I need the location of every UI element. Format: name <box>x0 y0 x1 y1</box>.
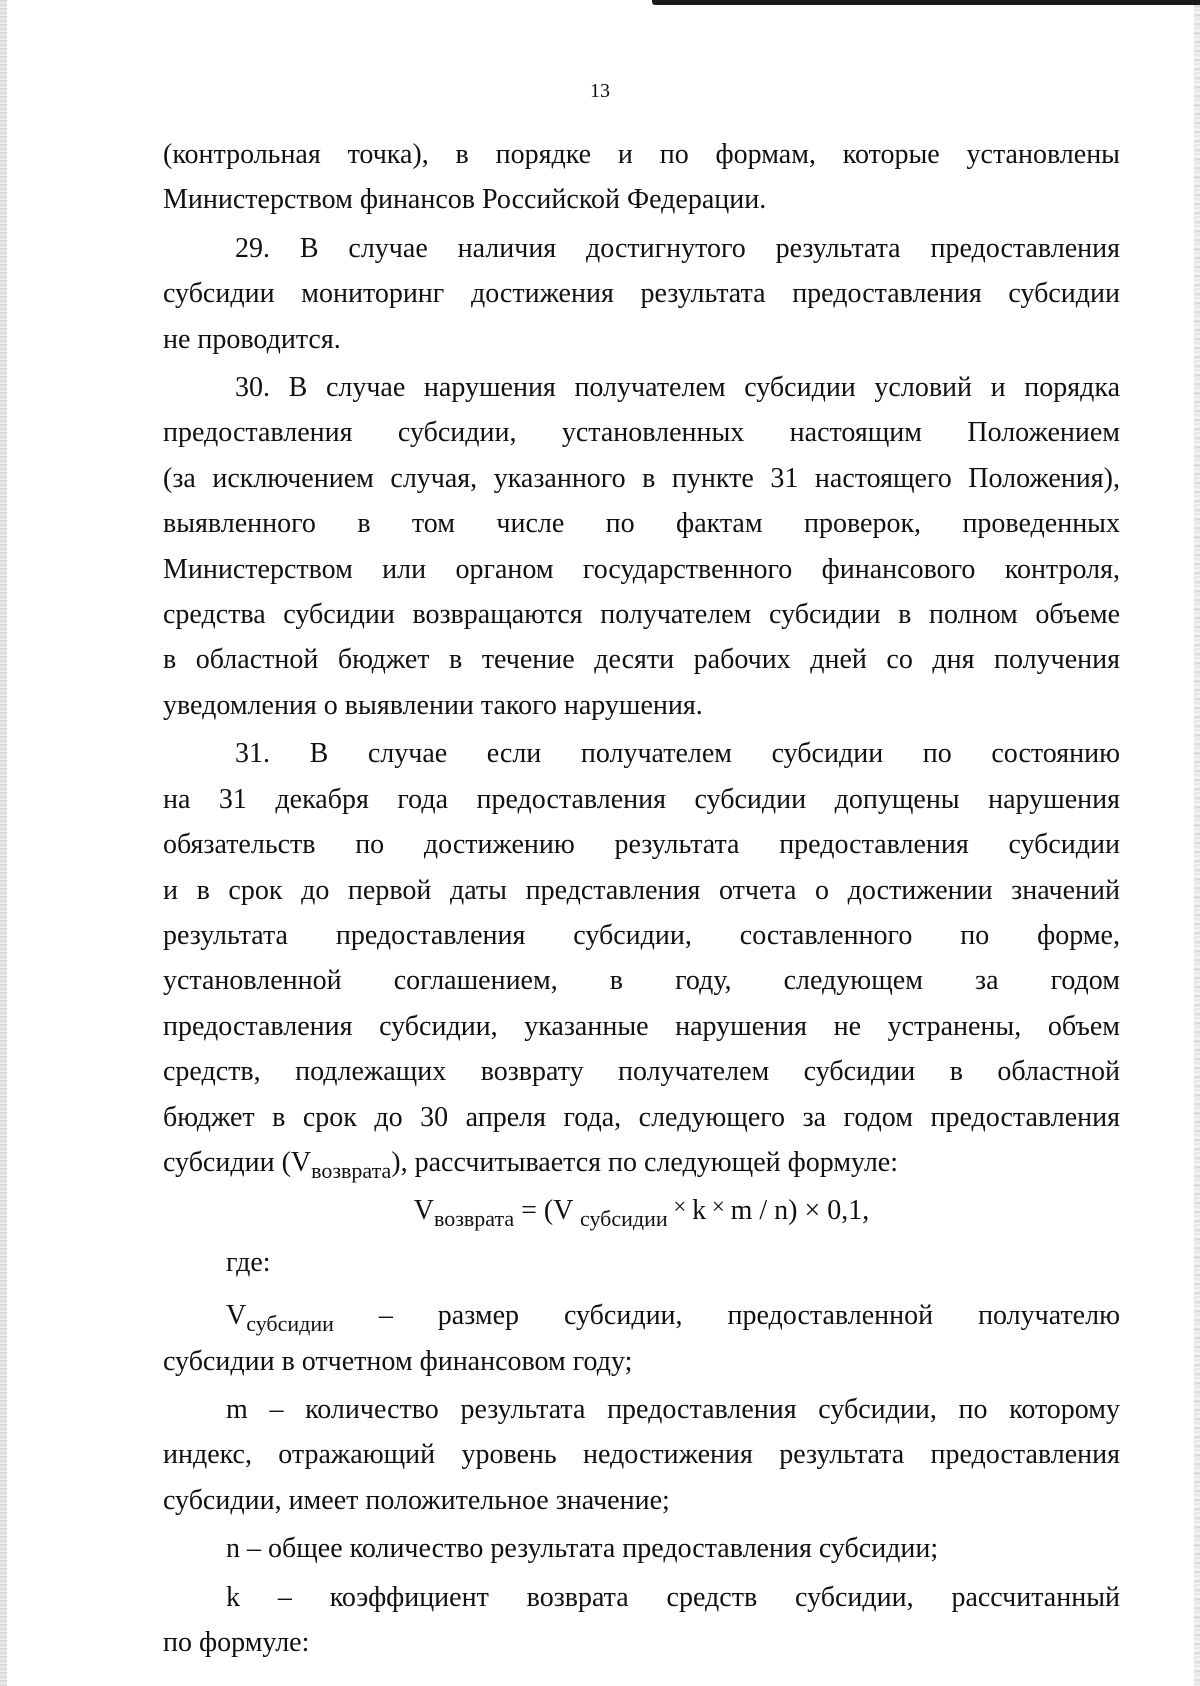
paragraph-29 <box>163 226 1120 362</box>
text-line: предоставления субсидии, установленных настоящим Положением <box>163 417 1120 449</box>
document-body <box>163 132 1120 1668</box>
text-line: на 31 декабря года предоставления субсидии допущены нарушения <box>163 783 1120 815</box>
definition-v-subsidy <box>163 1293 1120 1384</box>
formula-v-return <box>163 1188 1120 1233</box>
text-line: уведомления о выявлении такого нарушения. <box>163 689 703 721</box>
text-line: не проводится. <box>163 323 341 355</box>
text-line: субсидии, имеет положительное значение; <box>163 1484 670 1516</box>
text-line: k – коэффициент возврата средств субсидии, рассчитанный <box>226 1581 1120 1613</box>
definition-m <box>163 1387 1120 1523</box>
page-number: 13 <box>590 80 610 102</box>
paragraph-31 <box>163 731 1120 1185</box>
times-sign: × <box>667 1194 693 1220</box>
text-line: результата предоставления субсидии, составленного по форме, <box>163 919 1120 951</box>
text-line: по формуле: <box>163 1627 310 1658</box>
text-line: и в срок до первой даты представления отчета о достижении значений <box>163 874 1120 906</box>
subscript: возврата <box>433 1206 515 1232</box>
paragraph-continuation <box>163 132 1120 223</box>
text-line <box>163 1140 1120 1185</box>
text-line: бюджет в срок до 30 апреля года, следующего за годом предоставления <box>163 1101 1120 1133</box>
text-line: индекс, отражающий уровень недостижения результата предоставления <box>163 1439 1120 1471</box>
text-line: средства субсидии возвращаются получателем субсидии в полном объеме <box>163 599 1120 631</box>
text-line: (за исключением случая, указанного в пункте 31 настоящего Положения), <box>163 462 1120 494</box>
text-line: выявленного в том числе по фактам проверок, проведенных <box>163 508 1120 540</box>
subscript: возврата <box>311 1157 392 1183</box>
text-line: 29. В случае наличия достигнутого результата предоставления <box>235 232 1120 264</box>
paragraph-30 <box>163 365 1120 728</box>
text-line: Министерством финансов Российской Федерации. <box>163 184 767 216</box>
def-text: – размер субсидии, предоставленной получателю <box>333 1300 1120 1332</box>
text-line: m – количество результата предоставления субсидии, по которому <box>226 1393 1120 1425</box>
formula-eq: = (V <box>514 1195 580 1227</box>
formula-k: k <box>692 1195 707 1227</box>
text-fragment: ), рассчитывается по следующей формуле: <box>391 1146 899 1178</box>
text-line: в областной бюджет в течение десяти рабочих дней со дня получения <box>163 644 1120 676</box>
subscript: субсидии <box>579 1206 668 1232</box>
text-line: Министерством или органом государственного финансового контроля, <box>163 553 1120 585</box>
def-v: V <box>226 1300 247 1332</box>
text-line <box>163 1293 1120 1338</box>
text-line: субсидии мониторинг достижения результата предоставления субсидии <box>163 278 1120 310</box>
text-line: средств, подлежащих возврату получателем субсидии в областной <box>163 1056 1120 1088</box>
text-line: установленной соглашением, в году, следующем за годом <box>163 965 1120 997</box>
definition-k <box>163 1575 1120 1666</box>
formula-rest: m / n) × 0,1, <box>730 1195 870 1227</box>
where-label: где: <box>226 1246 271 1278</box>
times-sign: × <box>706 1194 731 1220</box>
text-fragment: субсидии (V <box>163 1146 312 1178</box>
text-line: обязательств по достижению результата предоставления субсидии <box>163 829 1120 861</box>
text-line: предоставления субсидии, указанные нарушения не устранены, объем <box>163 1010 1120 1042</box>
scan-top-edge <box>652 0 1200 5</box>
text-line: (контрольная точка), в порядке и по формам, которые установлены <box>163 139 1120 170</box>
scan-left-edge <box>0 0 7 1686</box>
scan-right-edge <box>1194 0 1200 1686</box>
subscript: субсидии <box>246 1311 334 1337</box>
text-line: 31. В случае если получателем субсидии по состоянию <box>235 738 1120 770</box>
text-line: 30. В случае нарушения получателем субсидии условий и порядка <box>235 372 1120 404</box>
formula-v: V <box>413 1195 434 1227</box>
definition-n <box>163 1526 1120 1571</box>
text-line: субсидии в отчетном финансовом году; <box>163 1345 633 1377</box>
text-line: n – общее количество результата предоставления субсидии; <box>226 1533 939 1565</box>
